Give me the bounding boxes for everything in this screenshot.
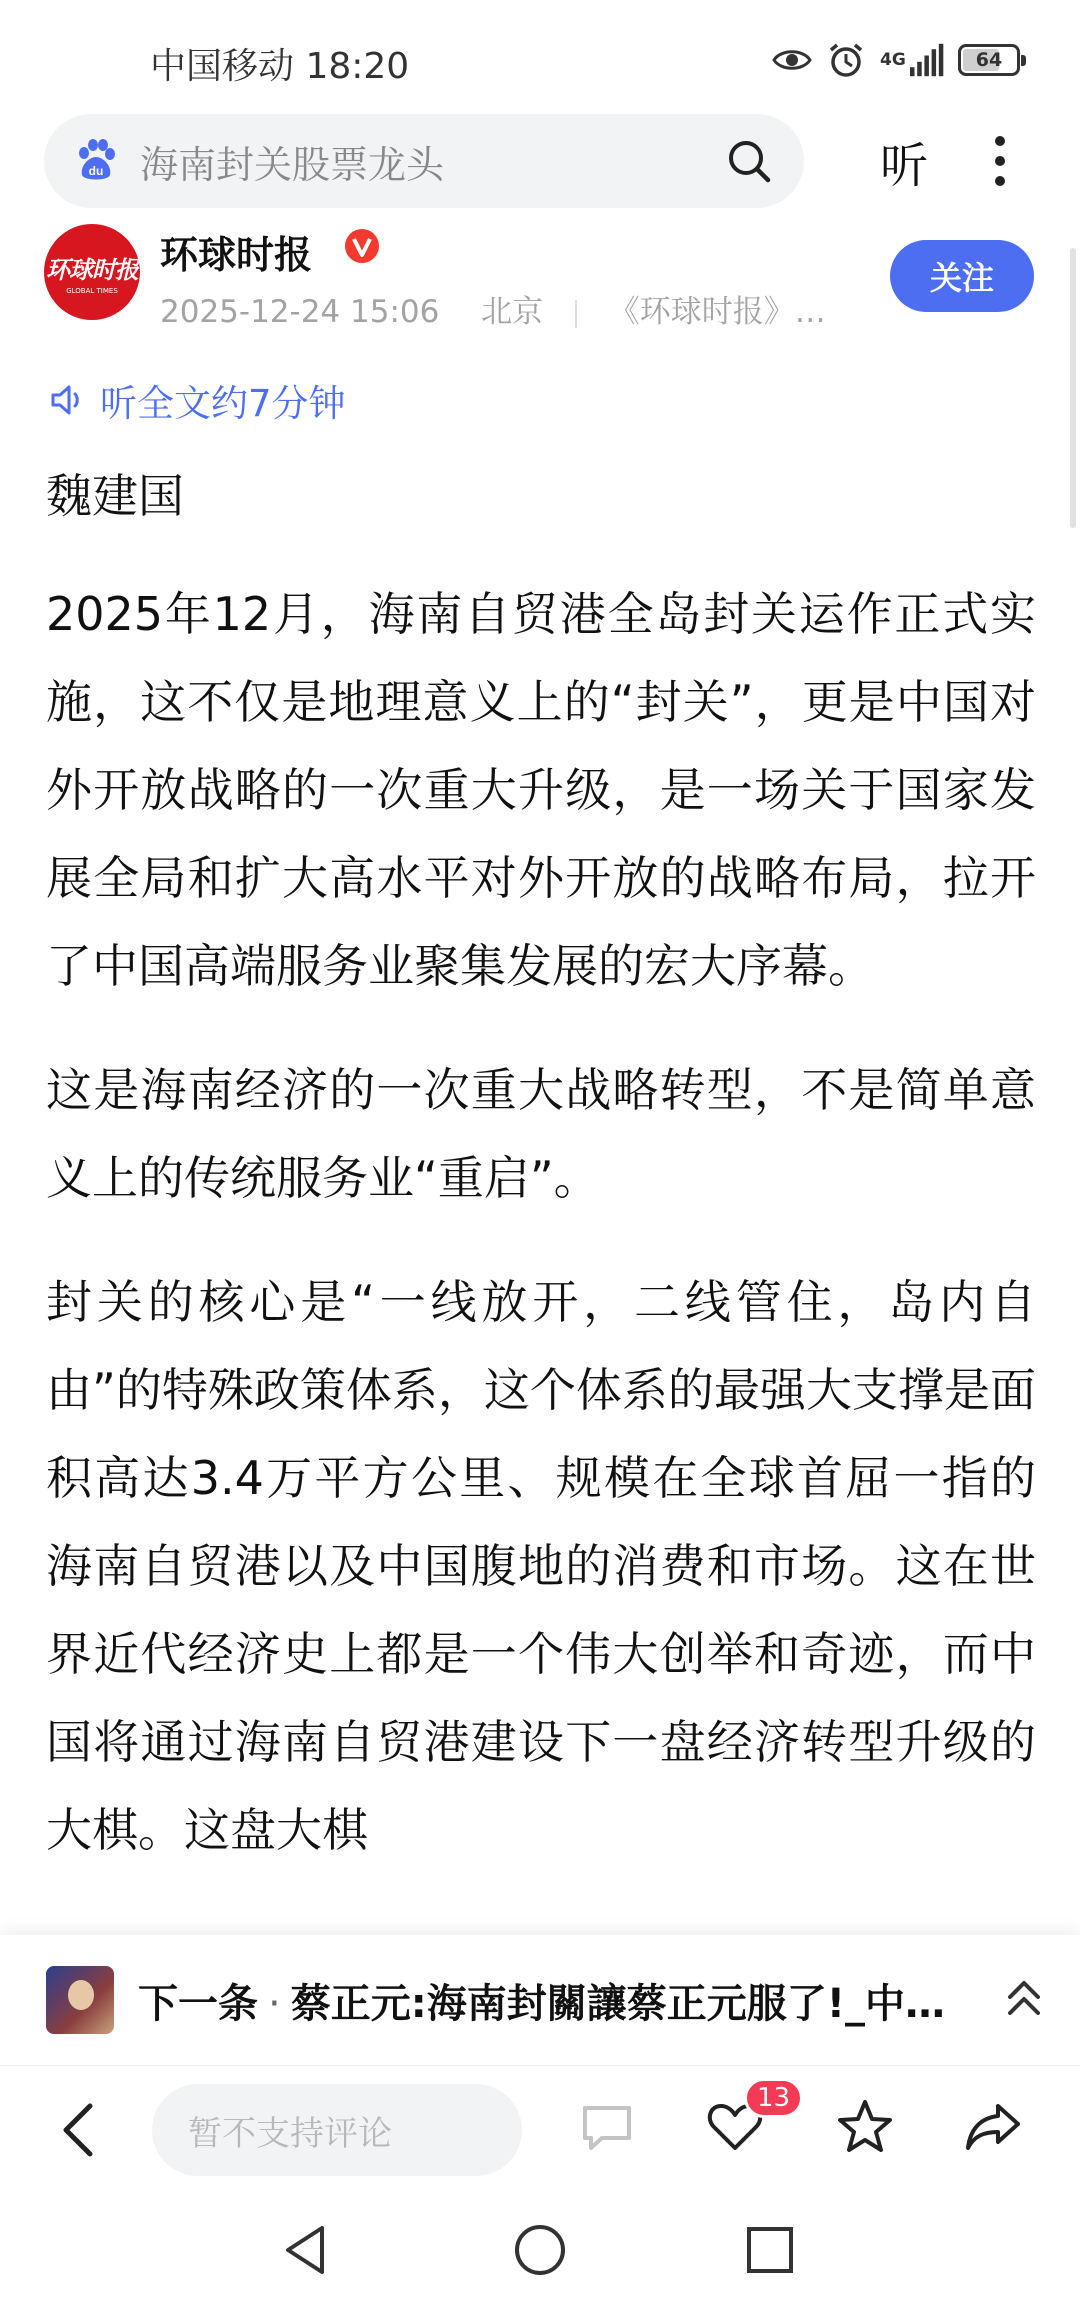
- author-meta: [160, 286, 890, 331]
- article-byline: 魏建国: [46, 469, 184, 523]
- star-favorite-icon[interactable]: [834, 2096, 896, 2158]
- article-body: [46, 452, 1036, 1910]
- listen-link-label: 听全文约7分钟: [100, 382, 346, 425]
- carrier-time: 中国移动 18:20: [150, 46, 410, 87]
- eye-icon: [772, 40, 812, 80]
- listen-button[interactable]: 听: [879, 137, 928, 194]
- scroll-indicator: [1070, 248, 1076, 528]
- article-paragraph: 封关的核心是“一线放开，二线管住，岛内自由”的特殊政策体系，这个体系的最强大支撑是面积高达3.4万平方公里、规模在全球首屈一指的海南自贸港以及中国腹地的消费和市场。这在世界近代经济史上都是一个伟大创举和奇迹，而中国将通过海南自贸港建设下一盘经济转型升级的大棋。这盘大棋: [46, 1275, 1036, 1857]
- status-icons: [772, 38, 1020, 82]
- signal-icon: 4G: [880, 40, 944, 80]
- follow-button[interactable]: 关注: [890, 240, 1034, 312]
- comment-icon[interactable]: [576, 2096, 638, 2158]
- next-article-thumbnail: [46, 1966, 114, 2034]
- next-article-title: 蔡正元:海南封關讓蔡正元服了!_中…: [290, 1980, 945, 2027]
- author-name[interactable]: 环球时报: [160, 233, 313, 277]
- article-source: 《环球时报》…: [608, 294, 826, 330]
- next-article-bar[interactable]: [0, 1935, 1080, 2065]
- more-options-icon[interactable]: [975, 126, 1025, 196]
- author-row: [44, 224, 1044, 334]
- next-article-separator: ·: [268, 1980, 281, 2027]
- publish-date: 2025-12-24 15:06: [160, 294, 440, 330]
- next-article-prefix: 下一条: [138, 1980, 258, 2027]
- article-paragraph: 这是海南经济的一次重大战略转型，不是简单意义上的传统服务业“重启”。: [46, 1063, 1036, 1205]
- speaker-icon: [48, 380, 88, 420]
- status-bar: [0, 0, 1080, 120]
- comment-input[interactable]: 暂不支持评论: [152, 2084, 522, 2176]
- article-paragraph: 2025年12月，海南自贸港全岛封关运作正式实施，这不仅是地理意义上的“封关”，更是中国对外开放战略的一次重大升级，是一场关于国家发展全局和扩大高水平对外开放的战略布局，拉开了中国高端服务业聚集发展的宏大序幕。: [46, 587, 1036, 993]
- double-chevron-up-icon[interactable]: [1004, 1975, 1044, 2023]
- svg-text:du: du: [88, 164, 104, 178]
- next-article-text: [138, 1972, 1018, 2029]
- system-nav-bar: [0, 2190, 1080, 2310]
- author-avatar[interactable]: 环球时报 GLOBAL TIMES: [44, 224, 140, 320]
- search-bar[interactable]: [44, 114, 804, 208]
- nav-recents-icon[interactable]: [740, 2220, 800, 2280]
- search-icon[interactable]: [724, 136, 774, 186]
- like-count-badge: 13: [744, 2078, 803, 2118]
- back-arrow-icon[interactable]: [52, 2100, 104, 2160]
- share-arrow-icon[interactable]: [962, 2096, 1024, 2158]
- baidu-paw-icon: [74, 139, 118, 183]
- nav-home-icon[interactable]: [510, 2220, 570, 2280]
- alarm-icon: [826, 40, 866, 80]
- battery-icon: 64: [958, 44, 1020, 76]
- listen-full-article-link[interactable]: [48, 372, 346, 428]
- verified-badge-icon: [344, 228, 380, 264]
- nav-back-icon[interactable]: [276, 2220, 336, 2280]
- search-input[interactable]: 海南封关股票龙头: [140, 142, 445, 187]
- publish-location: 北京: [481, 294, 544, 330]
- bottom-toolbar: [0, 2065, 1080, 2190]
